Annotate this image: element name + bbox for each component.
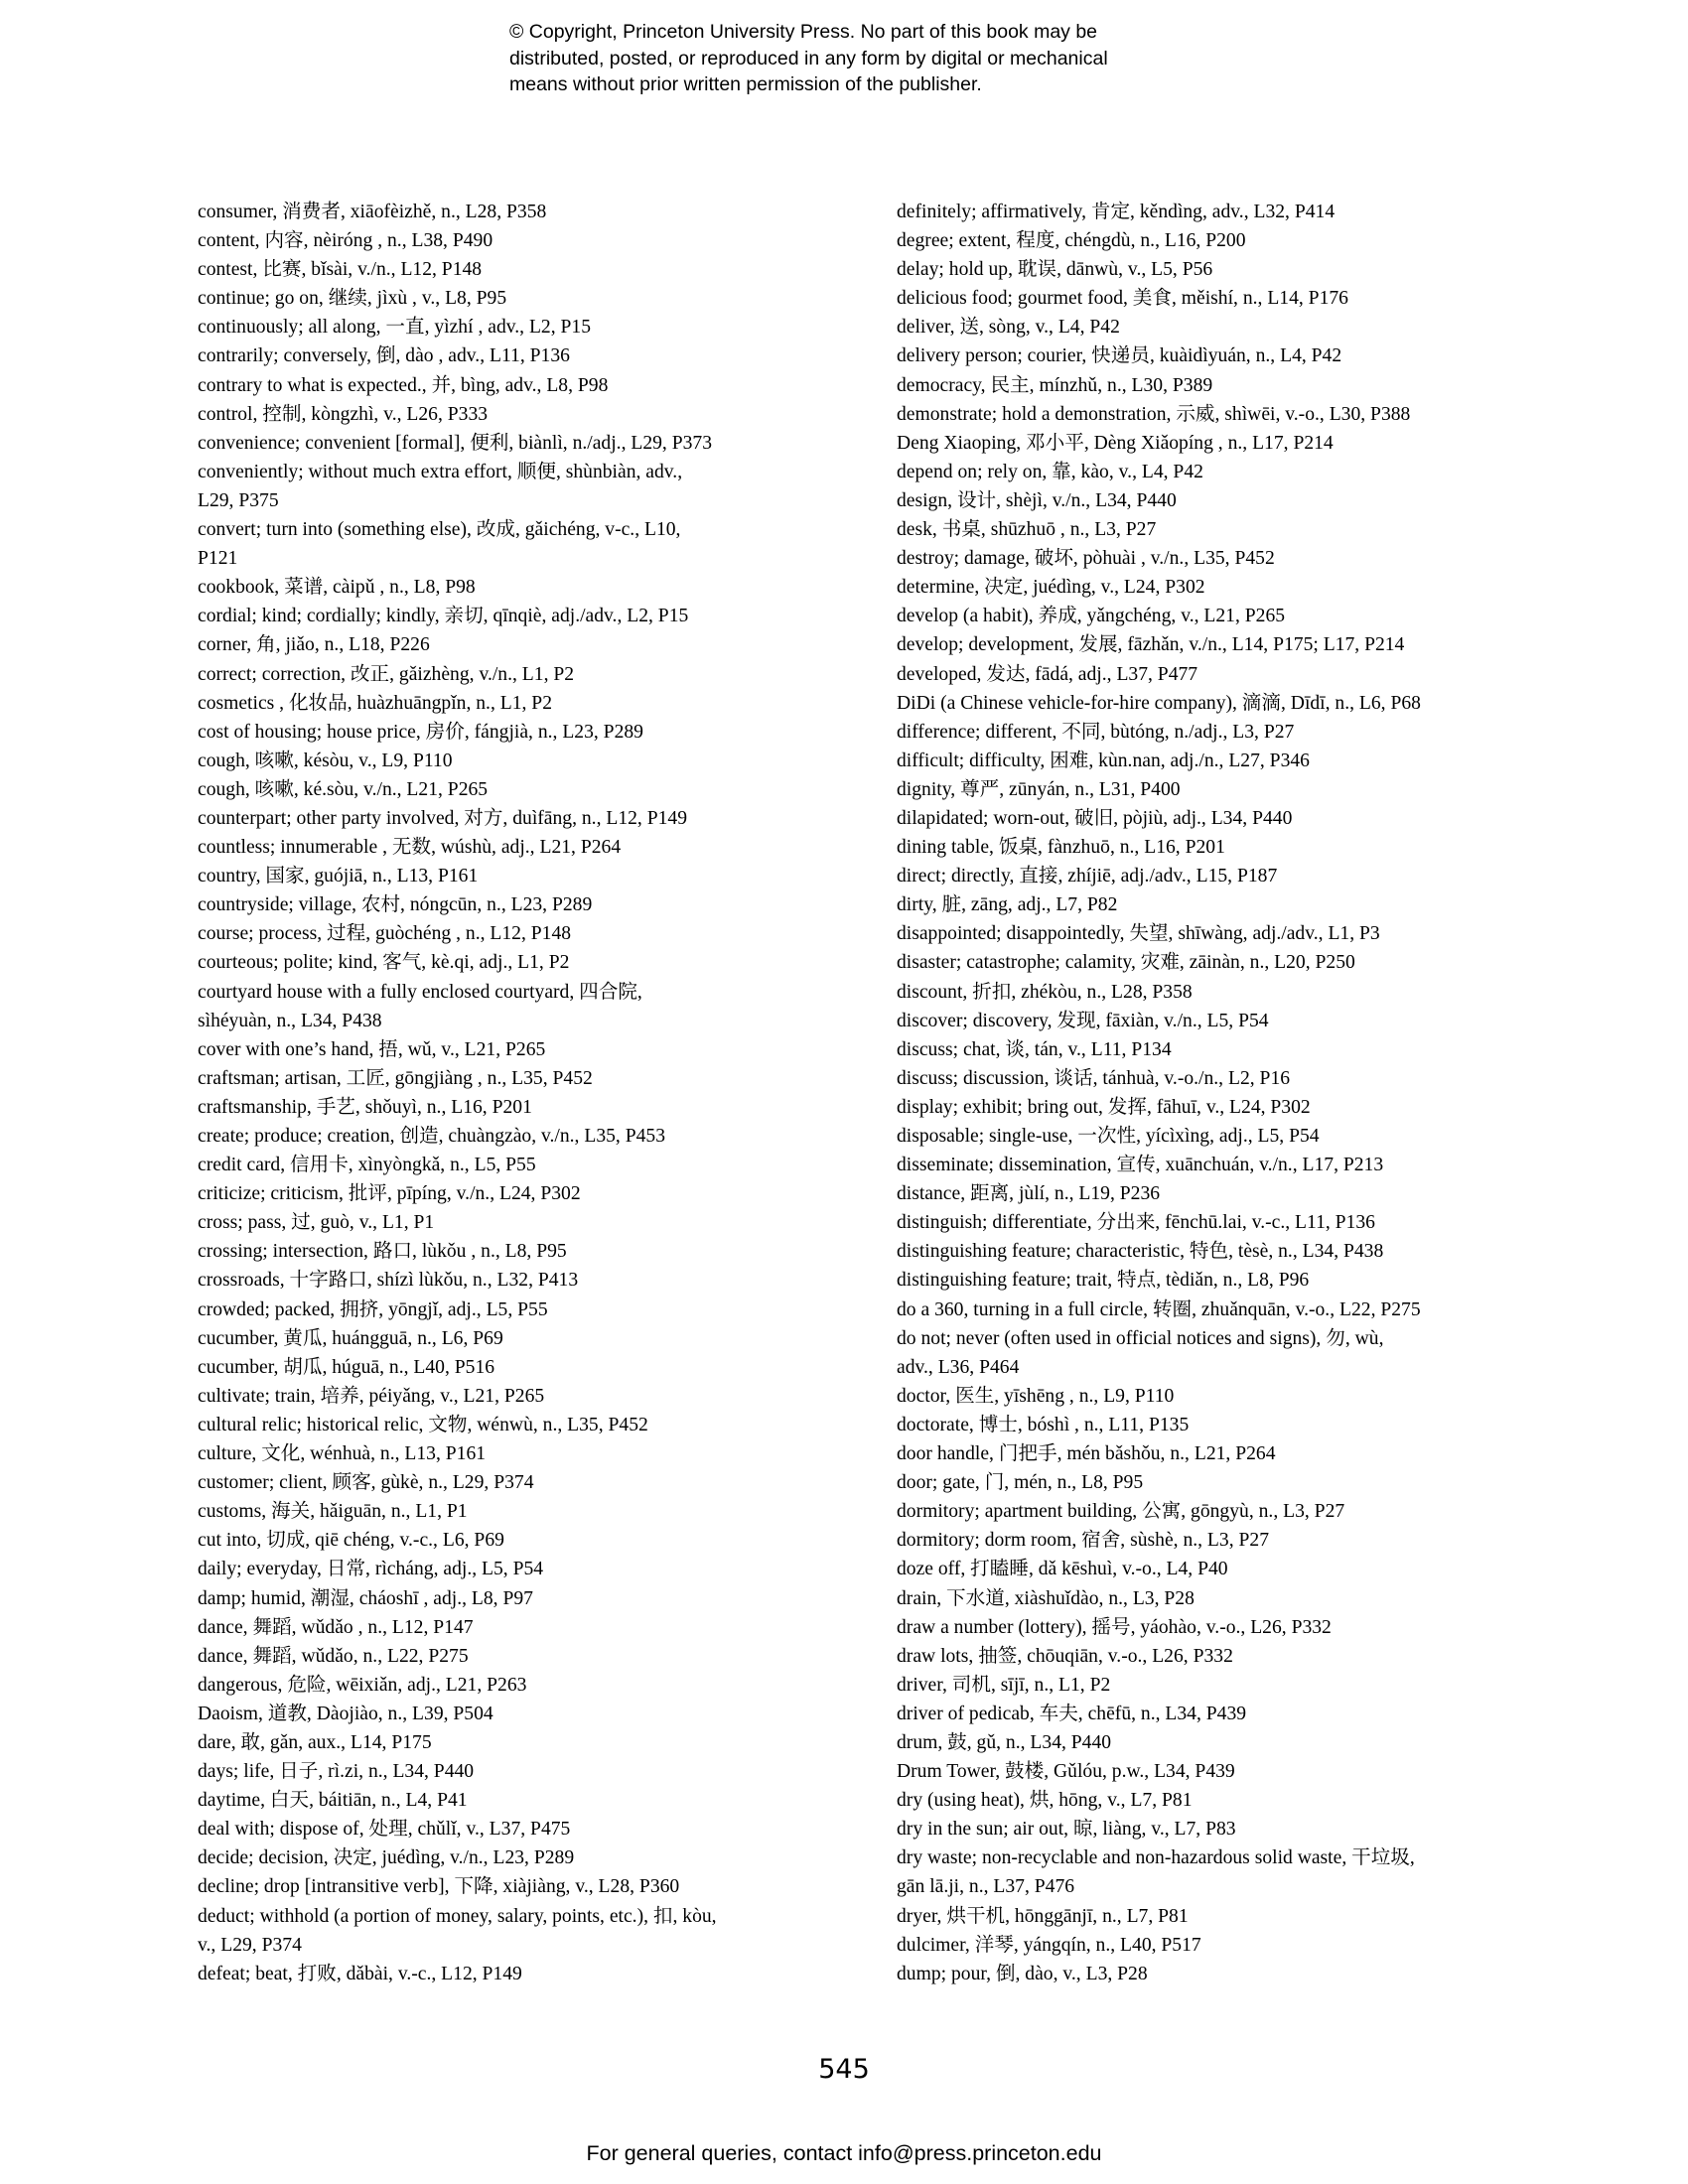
glossary-entry: cordial; kind; cordially; kindly, 亲切, qīnqiè, adj./adv., L2, P15 <box>198 606 689 627</box>
glossary-entry: develop; development, 发展, fāzhǎn, v./n., L14, P175; L17, P214 <box>897 634 1405 656</box>
glossary-entry: cultural relic; historical relic, 文物, wénwù, n., L35, P452 <box>198 1414 648 1435</box>
glossary-entry: cultivate; train, 培养, péiyǎng, v., L21, P265 <box>198 1385 545 1407</box>
glossary-entry: dilapidated; worn-out, 破旧, pòjiù, adj., L34, P440 <box>897 807 1293 829</box>
glossary-entry: decline; drop [intransitive verb], 下降, xiàjiàng, v., L28, P360 <box>198 1876 680 1898</box>
glossary-entry: definitely; affirmatively, 肯定, kěndìng, adv., L32, P414 <box>897 202 1336 222</box>
glossary-entry: customer; client, 顾客, gùkè, n., L29, P374 <box>198 1472 534 1494</box>
glossary-entry: control, 控制, kòngzhì, v., L26, P333 <box>198 403 489 425</box>
glossary-entry: Daoism, 道教, Dàojiào, n., L39, P504 <box>198 1703 493 1724</box>
glossary-entry: delivery person; courier, 快递员, kuàidìyuán, n., L4, P42 <box>897 345 1342 367</box>
glossary-entry: discount, 折扣, zhékòu, n., L28, P358 <box>897 981 1193 1003</box>
glossary-entry: demonstrate; hold a demonstration, 示威, shìwēi, v.-o., L30, P388 <box>897 403 1411 425</box>
copyright-notice <box>509 19 1264 98</box>
glossary-entry: cookbook, 菜谱, càipǔ , n., L8, P98 <box>198 577 476 599</box>
glossary-entry: create; produce; creation, 创造, chuàngzào, v./n., L35, P453 <box>198 1126 665 1147</box>
glossary-entry: craftsman; artisan, 工匠, gōngjiàng , n., L35, P452 <box>198 1067 593 1089</box>
glossary-entry: distinguishing feature; trait, 特点, tèdiǎn, n., L8, P96 <box>897 1270 1310 1292</box>
page-number: 545 <box>818 2054 870 2085</box>
glossary-entry: cucumber, 胡瓜, húguā, n., L40, P516 <box>198 1356 495 1378</box>
glossary-entry: credit card, 信用卡, xìnyòngkǎ, n., L5, P55 <box>198 1155 536 1176</box>
glossary-entry: cough, 咳嗽, ké.sòu, v./n., L21, P265 <box>198 778 489 800</box>
glossary-entry: gān lā.ji, n., L37, P476 <box>897 1876 1075 1898</box>
glossary-entry: defeat; beat, 打败, dǎbài, v.-c., L12, P149 <box>198 1963 522 1984</box>
glossary-entry: course; process, 过程, guòchéng , n., L12, P148 <box>198 923 572 945</box>
glossary-entry: customs, 海关, hǎiguān, n., L1, P1 <box>198 1501 468 1523</box>
glossary-entry: distance, 距离, jùlí, n., L19, P236 <box>897 1183 1161 1205</box>
glossary-entry: cucumber, 黄瓜, huángguā, n., L6, P69 <box>198 1327 503 1349</box>
glossary-entry: dryer, 烘干机, hōnggānjī, n., L7, P81 <box>897 1905 1189 1927</box>
glossary-entry: drain, 下水道, xiàshuǐdào, n., L3, P28 <box>897 1587 1195 1609</box>
glossary-entry: sìhéyuàn, n., L34, P438 <box>198 1010 382 1031</box>
glossary-entry: contrary to what is expected., 并, bìng, adv., L8, P98 <box>198 374 609 396</box>
glossary-entry: dump; pour, 倒, dào, v., L3, P28 <box>897 1963 1148 1984</box>
glossary-entry: door handle, 门把手, mén bǎshǒu, n., L21, P264 <box>897 1443 1276 1465</box>
glossary-entry: do a 360, turning in a full circle, 转圈, zhuǎnquān, v.-o., L22, P275 <box>897 1298 1421 1320</box>
glossary-entry: dirty, 脏, zāng, adj., L7, P82 <box>897 894 1118 916</box>
glossary-entry: v., L29, P374 <box>198 1934 302 1956</box>
glossary-entry: display; exhibit; bring out, 发挥, fāhuī, v., L24, P302 <box>897 1096 1311 1118</box>
glossary-entry: democracy, 民主, mínzhǔ, n., L30, P389 <box>897 374 1213 396</box>
glossary-entry: draw lots, 抽签, chōuqiān, v.-o., L26, P332 <box>897 1645 1233 1667</box>
glossary-entry: daytime, 白天, báitiān, n., L4, P41 <box>198 1790 468 1812</box>
glossary-entry: destroy; damage, 破坏, pòhuài , v./n., L35, P452 <box>897 548 1275 570</box>
glossary-entry: dignity, 尊严, zūnyán, n., L31, P400 <box>897 778 1181 800</box>
glossary-entry: consumer, 消费者, xiāofèizhě, n., L28, P358 <box>198 202 547 222</box>
copyright-line: distributed, posted, or reproduced in any form by digital or mechanical <box>509 47 1108 69</box>
glossary-entry: draw a number (lottery), 摇号, yáohào, v.-o., L26, P332 <box>897 1616 1332 1638</box>
glossary-entry: developed, 发达, fādá, adj., L37, P477 <box>897 663 1198 685</box>
glossary-entry: cover with one’s hand, 捂, wǔ, v., L21, P265 <box>198 1038 546 1060</box>
glossary-entry: Deng Xiaoping, 邓小平, Dèng Xiǎopíng , n., L17, P214 <box>897 432 1334 454</box>
glossary-entry: correct; correction, 改正, gǎizhèng, v./n., L1, P2 <box>198 663 575 685</box>
glossary-entry: criticize; criticism, 批评, pīpíng, v./n., L24, P302 <box>198 1183 581 1205</box>
glossary-entry: dance, 舞蹈, wǔdǎo , n., L12, P147 <box>198 1616 474 1638</box>
glossary-entry: determine, 决定, juédìng, v., L24, P302 <box>897 577 1205 599</box>
glossary-entry: damp; humid, 潮湿, cháoshī , adj., L8, P97 <box>198 1587 533 1609</box>
glossary-entry: adv., L36, P464 <box>897 1356 1020 1378</box>
glossary-entry: delicious food; gourmet food, 美食, měishí, n., L14, P176 <box>897 288 1348 310</box>
glossary-entry: continue; go on, 继续, jìxù , v., L8, P95 <box>198 288 507 310</box>
glossary-entry: counterpart; other party involved, 对方, duìfāng, n., L12, P149 <box>198 807 688 829</box>
glossary-entry: daily; everyday, 日常, rìcháng, adj., L5, P54 <box>198 1559 544 1580</box>
glossary-entry: discuss; discussion, 谈话, tánhuà, v.-o./n., L2, P16 <box>897 1067 1291 1089</box>
glossary-entry: corner, 角, jiǎo, n., L18, P226 <box>198 634 430 656</box>
glossary-entry: dry (using heat), 烘, hōng, v., L7, P81 <box>897 1790 1193 1812</box>
glossary-entry: convert; turn into (something else), 改成, gǎichéng, v-c., L10, <box>198 519 681 541</box>
glossary-entry: driver, 司机, sījī, n., L1, P2 <box>897 1674 1111 1696</box>
glossary-entry: cough, 咳嗽, késòu, v., L9, P110 <box>198 750 453 771</box>
glossary-entry: desk, 书桌, shūzhuō , n., L3, P27 <box>897 519 1157 541</box>
glossary-entry: L29, P375 <box>198 489 279 511</box>
glossary-left-column <box>198 198 793 1988</box>
glossary-entry: convenience; convenient [formal], 便利, biànlì, n./adj., L29, P373 <box>198 432 713 454</box>
glossary-entry: distinguishing feature; characteristic, 特色, tèsè, n., L34, P438 <box>897 1241 1384 1263</box>
glossary-entry: countless; innumerable , 无数, wúshù, adj., L21, P264 <box>198 837 622 859</box>
glossary-entry: door; gate, 门, mén, n., L8, P95 <box>897 1472 1144 1494</box>
glossary-entry: contrarily; conversely, 倒, dào , adv., L11, P136 <box>198 345 570 367</box>
glossary-entry: P121 <box>198 548 238 570</box>
glossary-entry: DiDi (a Chinese vehicle-for-hire company), 滴滴, Dīdī, n., L6, P68 <box>897 692 1421 714</box>
glossary-entry: dare, 敢, gǎn, aux., L14, P175 <box>198 1731 432 1753</box>
glossary-entry: design, 设计, shèjì, v./n., L34, P440 <box>897 489 1177 511</box>
glossary-entry: difference; different, 不同, bùtóng, n./adj., L3, P27 <box>897 721 1295 743</box>
glossary-entry: conveniently; without much extra effort, 顺便, shùnbiàn, adv., <box>198 461 683 482</box>
glossary-entry: decide; decision, 决定, juédìng, v./n., L23, P289 <box>198 1847 575 1869</box>
glossary-entry: dulcimer, 洋琴, yángqín, n., L40, P517 <box>897 1934 1201 1956</box>
glossary-entry: contest, 比赛, bǐsài, v./n., L12, P148 <box>198 259 483 281</box>
glossary-entry: cut into, 切成, qiē chéng, v.-c., L6, P69 <box>198 1530 504 1552</box>
glossary-entry: disappointed; disappointedly, 失望, shīwàng, adj./adv., L1, P3 <box>897 923 1380 945</box>
glossary-entry: courteous; polite; kind, 客气, kè.qi, adj., L1, P2 <box>198 952 570 974</box>
footer-contact: For general queries, contact info@press.princeton.edu <box>586 2141 1102 2165</box>
glossary-entry: crowded; packed, 拥挤, yōngjǐ, adj., L5, P55 <box>198 1298 548 1320</box>
glossary-entry: distinguish; differentiate, 分出来, fēnchū.lai, v.-c., L11, P136 <box>897 1212 1375 1234</box>
glossary-entry: degree; extent, 程度, chéngdù, n., L16, P200 <box>897 230 1246 252</box>
glossary-entry: country, 国家, guójiā, n., L13, P161 <box>198 866 479 887</box>
glossary-entry: direct; directly, 直接, zhíjiē, adj./adv., L15, P187 <box>897 866 1278 887</box>
glossary-entry: delay; hold up, 耽误, dānwù, v., L5, P56 <box>897 259 1213 281</box>
glossary-entry: discuss; chat, 谈, tán, v., L11, P134 <box>897 1038 1172 1060</box>
glossary-entry: content, 内容, nèiróng , n., L38, P490 <box>198 230 493 252</box>
glossary-entry: doze off, 打瞌睡, dǎ kēshuì, v.-o., L4, P40 <box>897 1559 1228 1580</box>
glossary-entry: crossing; intersection, 路口, lùkǒu , n., L8, P95 <box>198 1241 567 1263</box>
glossary-entry: craftsmanship, 手艺, shǒuyì, n., L16, P201 <box>198 1096 532 1118</box>
glossary-entry: cost of housing; house price, 房价, fángjià, n., L23, P289 <box>198 721 643 743</box>
glossary-entry: driver of pedicab, 车夫, chēfū, n., L34, P439 <box>897 1703 1247 1724</box>
glossary-entry: disaster; catastrophe; calamity, 灾难, zāinàn, n., L20, P250 <box>897 952 1355 974</box>
glossary-entry: deal with; dispose of, 处理, chǔlǐ, v., L37, P475 <box>198 1819 571 1841</box>
glossary-entry: dance, 舞蹈, wǔdǎo, n., L22, P275 <box>198 1645 469 1667</box>
glossary-entry: deduct; withhold (a portion of money, salary, points, etc.), 扣, kòu, <box>198 1905 717 1927</box>
glossary-entry: dangerous, 危险, wēixiǎn, adj., L21, P263 <box>198 1674 527 1696</box>
glossary-entry: drum, 鼓, gǔ, n., L34, P440 <box>897 1731 1112 1753</box>
glossary-entry: develop (a habit), 养成, yǎngchéng, v., L21, P265 <box>897 606 1286 627</box>
glossary-entry: culture, 文化, wénhuà, n., L13, P161 <box>198 1443 487 1465</box>
glossary-entry: difficult; difficulty, 困难, kùn.nan, adj./n., L27, P346 <box>897 750 1310 771</box>
glossary-entry: dry in the sun; air out, 晾, liàng, v., L7, P83 <box>897 1819 1236 1841</box>
glossary-entry: cosmetics , 化妆品, huàzhuāngpǐn, n., L1, P2 <box>198 692 552 714</box>
glossary-entry: Drum Tower, 鼓楼, Gǔlóu, p.w., L34, P439 <box>897 1761 1235 1783</box>
glossary-entry: disseminate; dissemination, 宣传, xuānchuán, v./n., L17, P213 <box>897 1155 1384 1176</box>
glossary-entry: dining table, 饭桌, fànzhuō, n., L16, P201 <box>897 837 1225 859</box>
glossary-entry: continuously; all along, 一直, yìzhí , adv., L2, P15 <box>198 317 592 339</box>
glossary-entry: days; life, 日子, rì.zi, n., L34, P440 <box>198 1761 475 1783</box>
glossary-entry: cross; pass, 过, guò, v., L1, P1 <box>198 1212 435 1234</box>
glossary-entry: doctor, 医生, yīshēng , n., L9, P110 <box>897 1385 1175 1407</box>
glossary-entry: dormitory; apartment building, 公寓, gōngyù, n., L3, P27 <box>897 1501 1345 1523</box>
glossary-entry: discover; discovery, 发现, fāxiàn, v./n., L5, P54 <box>897 1010 1269 1031</box>
glossary-entry: do not; never (often used in official notices and signs), 勿, wù, <box>897 1327 1384 1349</box>
glossary-entry: courtyard house with a fully enclosed courtyard, 四合院, <box>198 981 642 1003</box>
glossary-entry: depend on; rely on, 靠, kào, v., L4, P42 <box>897 461 1203 482</box>
glossary-entry: countryside; village, 农村, nóngcūn, n., L23, P289 <box>198 894 593 916</box>
glossary-entry: deliver, 送, sòng, v., L4, P42 <box>897 317 1120 339</box>
glossary-entry: dry waste; non-recyclable and non-hazardous solid waste, 干垃圾, <box>897 1847 1415 1869</box>
glossary-entry: doctorate, 博士, bóshì , n., L11, P135 <box>897 1414 1190 1435</box>
glossary-entry: crossroads, 十字路口, shízì lùkǒu, n., L32, P413 <box>198 1270 579 1292</box>
glossary-entry: disposable; single-use, 一次性, yícìxìng, adj., L5, P54 <box>897 1126 1320 1147</box>
copyright-line: © Copyright, Princeton University Press. No part of this book may be <box>509 21 1098 43</box>
glossary-entry: dormitory; dorm room, 宿舍, sùshè, n., L3, P27 <box>897 1530 1269 1552</box>
glossary-right-column <box>897 198 1510 1988</box>
copyright-line: means without prior written permission of the publisher. <box>509 73 982 95</box>
